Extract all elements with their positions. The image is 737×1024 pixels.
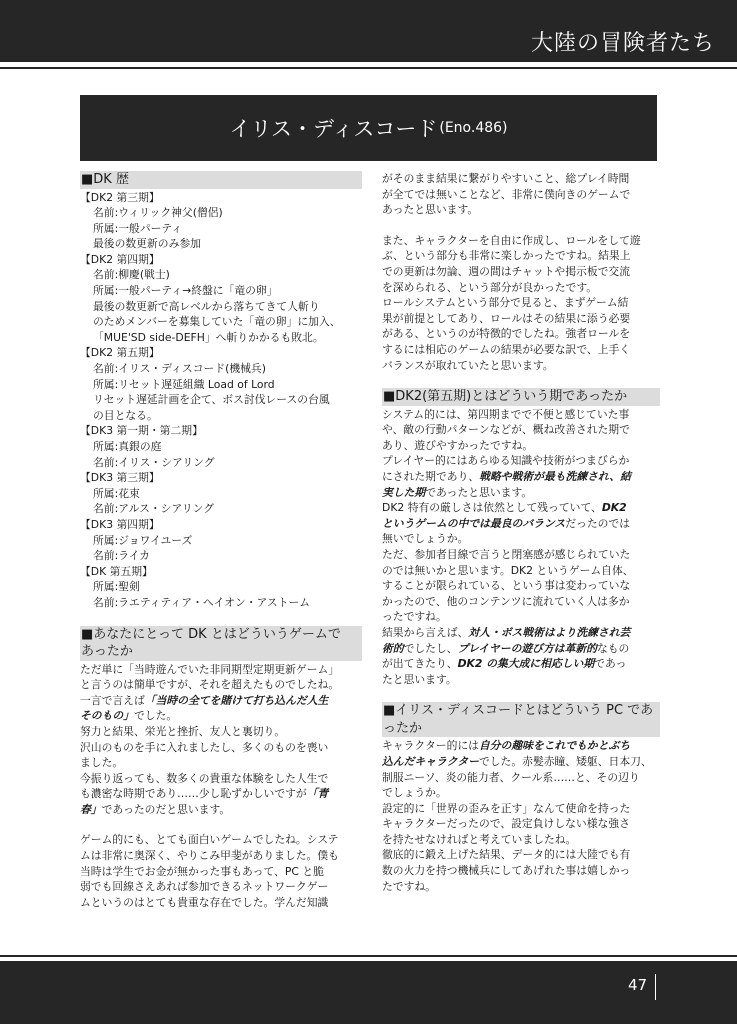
emphasis-text: 実した期	[382, 485, 426, 499]
text-line: や、敵の行動パターンなどが、概ね改善された期で	[382, 423, 630, 437]
text-line: が全てでは無いことなど、非常に僕向きのゲームで	[382, 187, 631, 201]
book-title: 大陸の冒険者たち	[530, 31, 715, 56]
text-line: ロールシステムという部分で見ると、まずゲーム結	[382, 296, 629, 310]
emphasis-text: 「当時の全てを賭けて打ち込んだ人生	[144, 693, 329, 707]
text-line: 所属:ジョワイユーズ	[93, 533, 193, 547]
spacer	[80, 817, 362, 832]
text-line: 所属:聖剣	[93, 580, 140, 594]
text-run: DK2 特有の厳しさは依然として残っていて、	[382, 501, 602, 515]
emphasis-text: というゲームの中では最良のバランス	[382, 516, 566, 530]
text-line: がある、というのが特徴的でしたね。強者ロールを	[382, 327, 631, 341]
text-line: 【DK3 第四期】	[80, 517, 160, 531]
text-line: ムというのはとても貴重な存在でした。学んだ知識	[80, 895, 329, 909]
section-heading: ■DK2(第五期)とはどういう期であったか	[382, 388, 660, 406]
text-line: ったですね。	[382, 610, 447, 624]
text-run: でしたし、	[403, 641, 458, 655]
text-line: 設定的に「世界の歪みを正す」なんて使命を持った	[382, 801, 631, 815]
emphasis-text: 「青	[306, 787, 329, 801]
text-run: なもの	[596, 641, 630, 655]
text-line	[382, 641, 660, 657]
text-line: 【DK3 第三期】	[80, 471, 160, 485]
text-line: たと思います。	[382, 672, 457, 686]
text-run: であったのだと思います。	[101, 802, 231, 816]
spacer	[382, 373, 660, 388]
page-number-divider	[655, 974, 656, 1000]
text-line: 名前:アルス・シアリング	[93, 502, 214, 516]
text-line: ただ単に「当時遊んでいた非同期型定期更新ゲーム」	[80, 662, 340, 676]
text-run: であっ	[594, 657, 627, 671]
text-line: ぶ、という部分も非常に楽しかったですね。結果上	[382, 249, 631, 263]
text-line: ムは非常に奥深く、やりこみ甲斐がありました。僕も	[80, 849, 339, 863]
text-line: かったので、他のコンテンツに流れていく人は多か	[382, 594, 630, 608]
text-run: だったのでは	[565, 516, 631, 530]
text-line	[382, 485, 660, 501]
text-line	[382, 500, 660, 516]
text-line: 名前:ラエティティア・ヘイオン・アストーム	[93, 595, 311, 609]
text-run: でした。赤髪赤瞳、矮躯、日本刀、	[478, 754, 652, 768]
text-line: のでは無いかと思います。DK2 というゲーム自体、	[382, 563, 634, 577]
footer-bar	[0, 961, 737, 1024]
text-line	[80, 708, 362, 724]
emphasis-text: DK2 の集大成に相応しい期	[457, 657, 595, 671]
text-line: 名前:ウィリック神父(僧侶)	[93, 206, 223, 220]
header-rule	[0, 67, 737, 69]
text-line: がそのまま結果に繋がりやすいこと、総プレイ時間	[382, 172, 630, 185]
heading-line: ■イリス・ディスコードとはどういう PC であ	[383, 703, 654, 719]
text-line: 名前:ライカ	[93, 549, 150, 563]
emphasis-text: 春」	[80, 802, 102, 816]
text-run: キャラクター的には	[382, 739, 479, 753]
text-line: あり、遊びやすかったですね。	[382, 438, 534, 452]
text-line: 無いでしょうか。	[382, 532, 469, 546]
text-run: にされた期であり、	[382, 470, 480, 483]
text-line: 名前:柳慶(戦士)	[93, 268, 170, 282]
text-run: であったと思います。	[425, 485, 533, 499]
text-line: の目となる。	[93, 408, 158, 422]
text-line: と言うのは簡単ですが、それを超えたものでしたね。	[80, 678, 340, 692]
text-line: プレイヤー的にはあらゆる知識や技術がつまびらか	[382, 454, 630, 468]
text-line: 所属:リセット遅延組織 Load of Lord	[93, 377, 275, 391]
text-line: 所属:一般パーティ→終盤に「竜の卵」	[93, 284, 278, 298]
text-line: でしょうか。	[382, 786, 447, 800]
text-line: 沢山のものを手に入れましたし、多くのものを喪い	[80, 740, 329, 754]
page-number: 47	[628, 976, 648, 994]
text-line: 徹底的に鍛え上げた結果、データ的には大陸でも有	[382, 848, 631, 862]
text-line: バランスが取れていたと思います。	[382, 358, 554, 372]
text-line: 【DK2 第三期】	[80, 190, 160, 204]
text-line: 【DK2 第四期】	[80, 252, 160, 266]
text-line	[80, 693, 362, 709]
spacer	[80, 611, 362, 626]
emphasis-text: プレイヤーの遊び方は革新的	[457, 641, 597, 655]
text-line: 「MUE'SD side-DEFH」へ斬りかかるも敗北。	[93, 330, 324, 344]
text-run: が出てきたり、	[382, 657, 458, 671]
text-line: を持たせなければと考えていましたね。	[382, 832, 577, 846]
emphasis-text: DK2	[601, 501, 627, 515]
article-title: イリス・ディスコード	[229, 117, 438, 141]
right-column	[382, 171, 660, 894]
text-line: 名前:イリス・ディスコード(機械兵)	[93, 362, 266, 376]
emphasis-text: 自分の趣味をこれでもかとぶち	[478, 739, 631, 753]
text-line: 数の火力を持つ機械兵にしてあげれた事は嬉しかっ	[382, 864, 631, 878]
text-line: を深められる、という部分が良かったです。	[382, 280, 598, 294]
text-line: 最後の数更新で高レベルから落ちてきて人斬り	[93, 299, 320, 313]
text-run: も濃密な時期であり……少し恥ずかしいですが	[80, 787, 307, 801]
text-line	[382, 516, 660, 532]
text-run: 一言で言えば	[80, 693, 145, 707]
text-line: システム的には、第四期までで不便と感じていた事	[382, 407, 630, 421]
text-line: リセット遅延計画を企て、ボス討伐レースの台風	[93, 393, 330, 407]
text-line	[382, 625, 660, 641]
text-run: 結果から言えば、	[382, 625, 469, 639]
text-line: たですね。	[382, 879, 436, 893]
text-line: 名前:イリス・シアリング	[93, 455, 215, 469]
text-line	[80, 802, 362, 818]
text-line: 制服ニーソ、炎の能力者、クール系……と、その辺り	[382, 770, 640, 784]
text-line: 所属:真銀の庭	[93, 440, 162, 453]
text-line: 弱でも回線さえあれば参加できるネットワークゲー	[80, 880, 329, 894]
text-run: でした。	[133, 709, 178, 723]
article-title-banner	[80, 95, 657, 161]
heading-line: あったか	[81, 644, 133, 660]
emphasis-text: 込んだキャラクター	[382, 754, 479, 768]
emphasis-text: 術的	[382, 641, 404, 655]
emphasis-text: そのもの」	[80, 709, 134, 723]
text-line: キャラクターだったので、設定負けしない様な強さ	[382, 817, 630, 831]
text-line: のためメンバーを募集していた「竜の卵」に加入、	[93, 315, 341, 329]
text-line: 今振り返っても、数多くの貴重な体験をした人生で	[80, 771, 329, 785]
text-line: 【DK2 第五期】	[80, 346, 160, 360]
left-column	[80, 171, 362, 910]
footer-rule	[0, 955, 737, 957]
section-heading	[382, 702, 660, 737]
text-line: また、キャラクターを自由に作成し、ロールをして遊	[382, 233, 641, 247]
text-line: 努力と結果、栄光と挫折、友人と裏切り。	[80, 724, 286, 738]
heading-line: ■あなたにとって DK とはどういうゲームで	[81, 626, 341, 642]
article-eno: (Eno.486)	[439, 120, 508, 136]
text-line: 最後の数更新のみ参加	[93, 237, 201, 251]
text-line: あったと思います。	[382, 203, 479, 217]
text-line: するには相応のゲームの結果が必要な訳で、上手く	[382, 342, 631, 356]
section-heading: ■DK 歴	[80, 171, 362, 189]
text-line: ました。	[80, 756, 124, 770]
text-line: での更新は勿論、週の間はチャットや掲示板で交流	[382, 264, 631, 278]
text-line	[382, 469, 660, 485]
text-line	[80, 786, 362, 802]
section-heading	[80, 626, 362, 661]
text-line: 所属:花束	[93, 486, 140, 500]
text-line: 果が前提としてあり、ロールはその結果に添う必要	[382, 311, 631, 325]
text-line	[382, 754, 660, 770]
heading-line: ったか	[383, 720, 423, 736]
text-line: ゲーム的にも、とても面白いゲームでしたね。システ	[80, 833, 339, 847]
text-line	[382, 738, 660, 754]
emphasis-text: 対人・ボス戦術はより洗練され芸	[468, 625, 631, 639]
text-line: 所属:一般パーティ	[93, 221, 183, 235]
text-line: ただ、参加者目線で言うと閉塞感が感じられていた	[382, 547, 631, 561]
text-line: 当時は学生でお金が無かった事もあって、PC と脆	[80, 864, 324, 878]
text-line: 【DK3 第一期・第二期】	[80, 424, 203, 438]
text-line	[382, 656, 660, 672]
text-line: することが限られている、という事は変わっていな	[382, 579, 631, 593]
spacer	[382, 687, 660, 702]
spacer	[382, 218, 660, 233]
emphasis-text: 戦略や戦術が最も洗練され、結	[479, 470, 631, 483]
text-line: 【DK 第五期】	[80, 564, 153, 578]
